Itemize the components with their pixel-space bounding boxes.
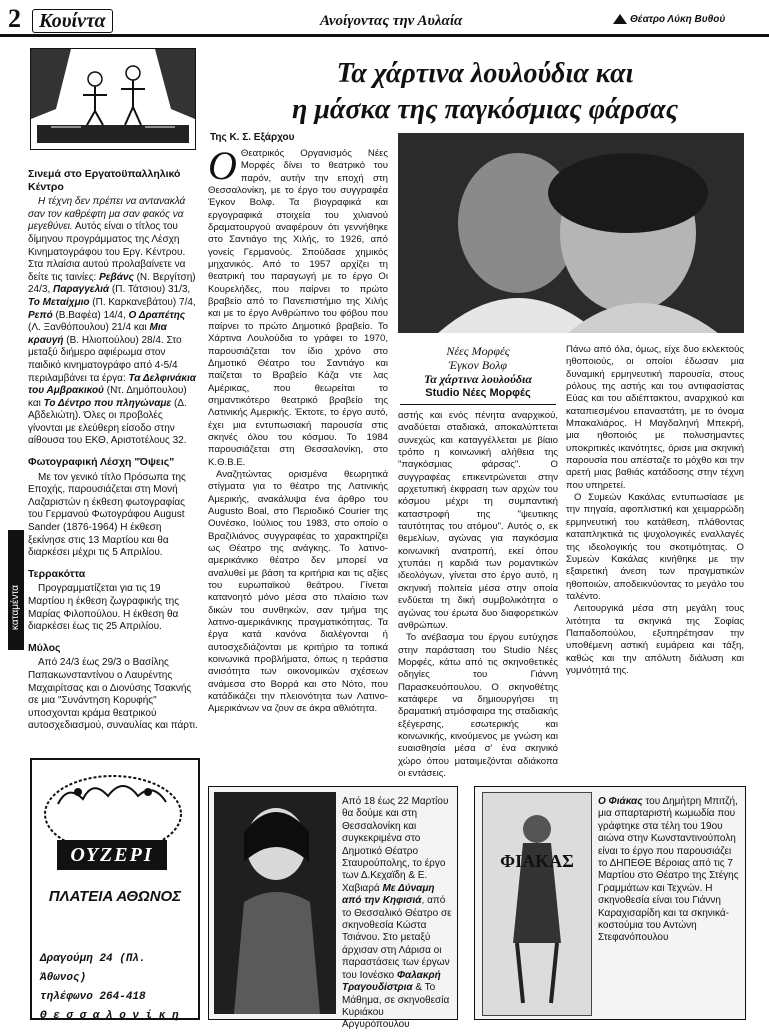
ouzeri-location: ΠΛΑΤΕΙΑ ΑΘΩΝΟΣ	[48, 888, 182, 905]
article-paragraph: Λειτουργικά μέσα στη μεγάλη τους λιτότητα τα σκηνικά της Σοφίας Παπαδοπούλου, εξυπηρέτησαν την υποθέμενη αστική ευμάρεια και τάξη, καθώς και την απόλυτη διάλυση και γυμνότητά της.	[566, 603, 744, 676]
article-paragraph: Ο Συμεών Κακάλας εντυπωσίασε με την πηγαία, αφοπλιστική και χειμαρρώδη ερμηνευτική του κατάθεση, πλάθοντας καταπληκτικά τις ψυχολογικές εναλλαγές της ιδεολογικής του σκοτιμότητας. Ο Συμεών Κακάλας κινήθηκε με την εξαιρετική άνεση των πραγματικών ηθοποιών, αποδεικνύοντας το μεγάλο του ταλέντο.	[566, 492, 744, 602]
sidebar-heading-photo: Φωτογραφική Λέσχη "Όψεις"	[28, 456, 175, 469]
production-credits: Νέες Μορφές Έγκον Βολφ Τα χάρτινα λουλούδια Studio Νέες Μορφές	[423, 344, 533, 399]
sidebar-listings	[28, 160, 200, 733]
credits-divider	[400, 404, 556, 405]
poster-figure-icon	[483, 793, 591, 1015]
ouzeri-sign: ΟΥΖΕΡΙ	[57, 840, 167, 870]
page-number: 2	[8, 4, 21, 33]
theatre-logo-icon	[612, 12, 628, 26]
actors-photo	[398, 133, 744, 333]
sidebar-terracotta-text: Προγραμματίζεται για τις 19 Μαρτίου η έκθεση ζωγραφικής της Μαρίας Φιλοπούλου. Η έκθεση θα διαρκέσει έως τις 25 Απριλίου.	[28, 583, 180, 633]
article-paragraph: Αναζητώντας ορισμένα θεωρητικά στίγματα για το θέατρο της Λατινικής Αμερικής, ανακάλυψα ένα άρθρο του Augusto Boal, στο Περιοδικό Courier της Ουνέσκο, Ιούλιος του 1983, στο οποίο ο Βραζιλιάνος συγγραφέας το χαρακτηρίζει ως Θέατρο της ανάγκης. Το λατινο-αμερικάνικο θέατρο δεν μπορεί να αναλυθεί με βάση τα κριτήρια και τις αξίες του ευρωπαϊκού θεάτρου. Γίνεται κατανοητό μόνο μέσα στο πλαίσιο των δικών του συνθηκών, σαν τμήμα της λατινο-αμερικάνικης πραγματικότητας. Τα έργα κατά κανόνα διαλέγονται ή αυτοσχεδιάζονται με κριτήριο τα τοπικά κοινωνικά προβλήματα, όπως η τεράστια ανισότητα των οικονομικών σχέσεων ανάμεσα στο Βορρά και στο Νότο, που κατάδικάζει την πλειονότητα των Λατινο-Αμερικάνων να ζουν σε άκρα αθλιότητα.	[208, 468, 388, 715]
side-tab-label: καταμέντα	[10, 584, 21, 630]
article-paragraph: Πάνω από όλα, όμως, είχε δυο εκλεκτούς ηθοποιούς, οι οποίοι έδωσαν μια δυναμική ερμηνευτική παρουσία, στους ρόλους της αστής και του αντιφασίστας Εύας και του αδιέπτακτου, αναρχικού και καταπιεσμένου επαναστάτη, με το όνομα Μπακαλιάρος. Η Μαγδαληνή Μπεκρή, μια ηθοποιός με πολυσημαντες υποκριτικές ικανότητες, όρισε μια σκηνική παρουσία που απέσταζε το μόχθο και την αρετή μιας βαθιάς κατάδοσης στην τέχνη που υπηρετεί.	[566, 344, 744, 491]
sidebar-mylos-text: Από 24/3 έως 29/3 ο Βασίλης Παπακωνσταντίνου ο Λαυρέντης Μαχαιρίτσας και ο Διονύσης Τσακνής σε μια "Συνάντηση Κορυφής" υποσχονται κράμα θεατρικού αυτοσχεδιασμού, συναυλίας και πάρτι.	[28, 657, 198, 732]
article-column-1	[208, 143, 388, 776]
sidebar-photo-text: Με τον γενικό τίτλο Πρόσωπα της Εποχής, παρουσιάζεται στη Μονή Λαζαριστών η έκθεση φωτογραφίας του Γερμανού Φωτογράφου August Sander (1876-1964) Η έκθεση ξεκίνησε στις 13 Μαρτίου και θα διαρκέσει μέχρι τις 5 Απριλίου.	[28, 471, 186, 559]
theatre-name: Θέατρο Λύκη Βυθού	[630, 14, 726, 25]
ouzeri-address: Δραγούμη 24 (Πλ. Άθωνος) τηλέφωνο 264-418 Θ ε σ σ α λ ο ν ί κ η	[40, 953, 179, 1022]
drop-cap: Ο	[208, 143, 237, 188]
brand-logo: Κουίντα	[32, 9, 113, 33]
sidebar-cinema-text: Η τέχνη δεν πρέπει να αντανακλά σαν τον καθρέφτη μα σαν φακός να μεγεθύνει. Αυτός είναι ο τίτλος του δίμηνου προγράμματος της Λέσχη Κινηματογράφου του Εργ. Κέντρου. Στα πλαίσια αυτού προλαβαίνετε να δείτε τις ταινίες: Ρεβάνς (Ν. Βεργίτση) 24/3, Παραγγελιά (Π. Τάτσιου) 31/3, Το Μεταίχμιο (Π. Καρκανεβάτου) 7/4, Ρεπό (Β.Βαφέα) 14/4, Ο Δραπέτης (Λ. Ξανθόπουλου) 21/4 και Μια κραυγή (Β. Ηλιοπούλου) 28/4. Στο μεταξύ διήμερο αφιέρωμα στον παιδικό κινηματογράφο από 4-5/4 περιλαμβάνει τα έργα: Τα Δελφινάκια του Αμβρακικού (Ντ. Δημόπουλου) και Το Δέντρο που πληγώναμε (Δ. Αβδελιώτη). Όλες οι προβολές γίνονται με ελεύθερη είσοδο στην αίθουσα του ΕΚΘ, Αριστοτέλους 32.	[28, 196, 196, 447]
side-section-tab	[8, 530, 24, 650]
article-title: Τα χάρτινα λουλούδια και η μάσκα της παγκόσμιας φάρσας	[291, 58, 679, 125]
sidebar-heading-mylos: Μύλος	[28, 641, 61, 654]
theatre-illustration	[30, 48, 196, 150]
article-paragraph: Το ανέβασμα του έργου ευτύχησε στην παράσταση του Studio Νέες Μορφές, κάτω από τις σκηνοθετικές οδηγίες του Γιάννη Παρασκευόπουλου. Ο σκηνοθέτης κατάφερε να δημιουργήσει τη δραματική ατμόσφαιρα της σταδιακής εξέγερσης, εσωτερικής και κοινωνικής, κινούμενος με γνώση και ευαισθησία μέσα σ' ένα σκηνικό χώρο όπου ματαιμεζόνται αδιάκοπα οι εντάσεις.	[398, 632, 558, 779]
article-byline: Της Κ. Σ. Εξάρχου	[210, 132, 295, 143]
article-paragraph: αστής και ενός πένητα αναρχικού, αναδύεται σταδιακά, αποκαλύπτεται συνεχώς και καταγγέλλεται με βίαιο τρόπο η κοινωνική αλήθεια της "παγκόσμιας φάρσας". Ο συγγραφέας επικεντρώνεται στην αρχετυπική έκφραση των αρχών του κόσμου μέχρι τη συμπαντική καταστροφή της "ψευτικης ταυτότητας του ατόμου". Αυτός ο, εκ θεμελίων, αγώνας για παγκόσμια κοινωνική ανατροπή, εκεί όπου χτυπάει η καρδιά των ρομαντικών ιδεολόγων, γίνεται στο έργο αυτό, η σκηνική πολιτεία μέσα στην οποία ενδύεται τη δική συμβολικότητα ο αγώνας του έρωτα δυο διαφορετικών ανθρώπων.	[398, 410, 558, 631]
news-box-2-text: Ο Φιάκας του Δημήτρη Μπιτζή, μια σπαρταριστή κωμωδία που γράφτηκε στα τέλη του 19ου αιώνα στην Κωνσταντινούπολη είναι το έργο που παρουσιάζει το ΔΗΠΕΘΕ Βέροιας από τις 7 Μαρτίου στο Θέατρο της Στέγης Γραμμάτων και Τεχνών. Η σκηνοθεσία είναι του Γιάννη Καραχισαρίδη και τα σκηνικά-κοστούμια του Αντώνη Στεφανόπουλου	[598, 796, 739, 944]
header-divider	[0, 34, 769, 37]
actress-photo	[214, 792, 336, 1014]
ouzeri-advertisement	[30, 758, 200, 1020]
sidebar-heading-terracotta: Τερρακόττα	[28, 567, 86, 580]
fiakas-poster	[482, 792, 592, 1016]
section-title: Ανοίγοντας την Αυλαία	[320, 13, 463, 29]
news-box-1-text: Από 18 έως 22 Μαρτίου θα δούμε και στη Θεσσαλονίκη και συγκεκριμένα στο Δημοτικό Θέατρο Σταυρούπολης, το έργο των Δ.Κεχαϊδη & Ε. Χαβιαρά Με Δύναμη από την Κηφισιά, από το Θεσσαλικό Θέατρο σε σκηνοθεσία Κώστα Τσιάνου. Στο μεταξύ άρχισαν στη Λάρισα οι παραστάσεις των έργων του Ιονέσκο Φαλακρή Τραγουδίστρια & Το Μάθημα, σε σκηνοθεσία Κυριάκου Αργυρόπουλου	[342, 796, 452, 1031]
article-column-2	[398, 410, 558, 779]
sidebar-heading-cinema: Σινεμά στο Εργατοϋπαλληλικό Κέντρο	[28, 168, 181, 193]
article-column-3	[566, 344, 744, 776]
article-paragraph: Θεατρικός Οργανισμός Νέες Μορφές δίνει το θεατρικό του παρόν, αυτήν την εποχή στη Θεσσαλονίκη, με το έργο του συγγραφέα Έγκον Βολφ. Τα βιογραφικά και εργογραφικά στοιχεία του χιλιανού δραματουργού αναφέρουν ότι γεννήθηκε στο Σαντιάγο της Χιλής, το 1926, από γονείς Γερμανούς. Σπούδασε χημικός μηχανικός. Από το 1957 αρχίζει τη θεατρική του παραγωγή με το έργο Οι Κουρελήδες, που παίρνει το πρώτο βραβείο από το Πανεπιστήμιο της Χιλής και με το έργο Ανθρώπινο του φόβου που παίρνει το πρώτο Δημοτικό βραβείο. Το Χάρτινα Λουλούδια το γράφει το 1970, παρουσιάζεται τον ίδιο χρόνο στο Δημοτικό Θέατρο του Σαντιάγο και παίζεται το Βραβείο Κάζα ντε λας Αμέρικας, που θεωρείται το σημαντικότερο θεατρικό βραβείο της Λατινικής Αμερικής. Έκτοτε, το έργο αυτό, έχει μια εντυπωσιακή παρουσία στις σκηνές όλου του κόσμου. Το 1984 παρουσιάζεται στη Θεσσαλονίκη, στο Κ.Θ.Β.Ε.	[208, 148, 388, 468]
poster-title: ΦΙΑΚΑΣ	[500, 851, 574, 871]
